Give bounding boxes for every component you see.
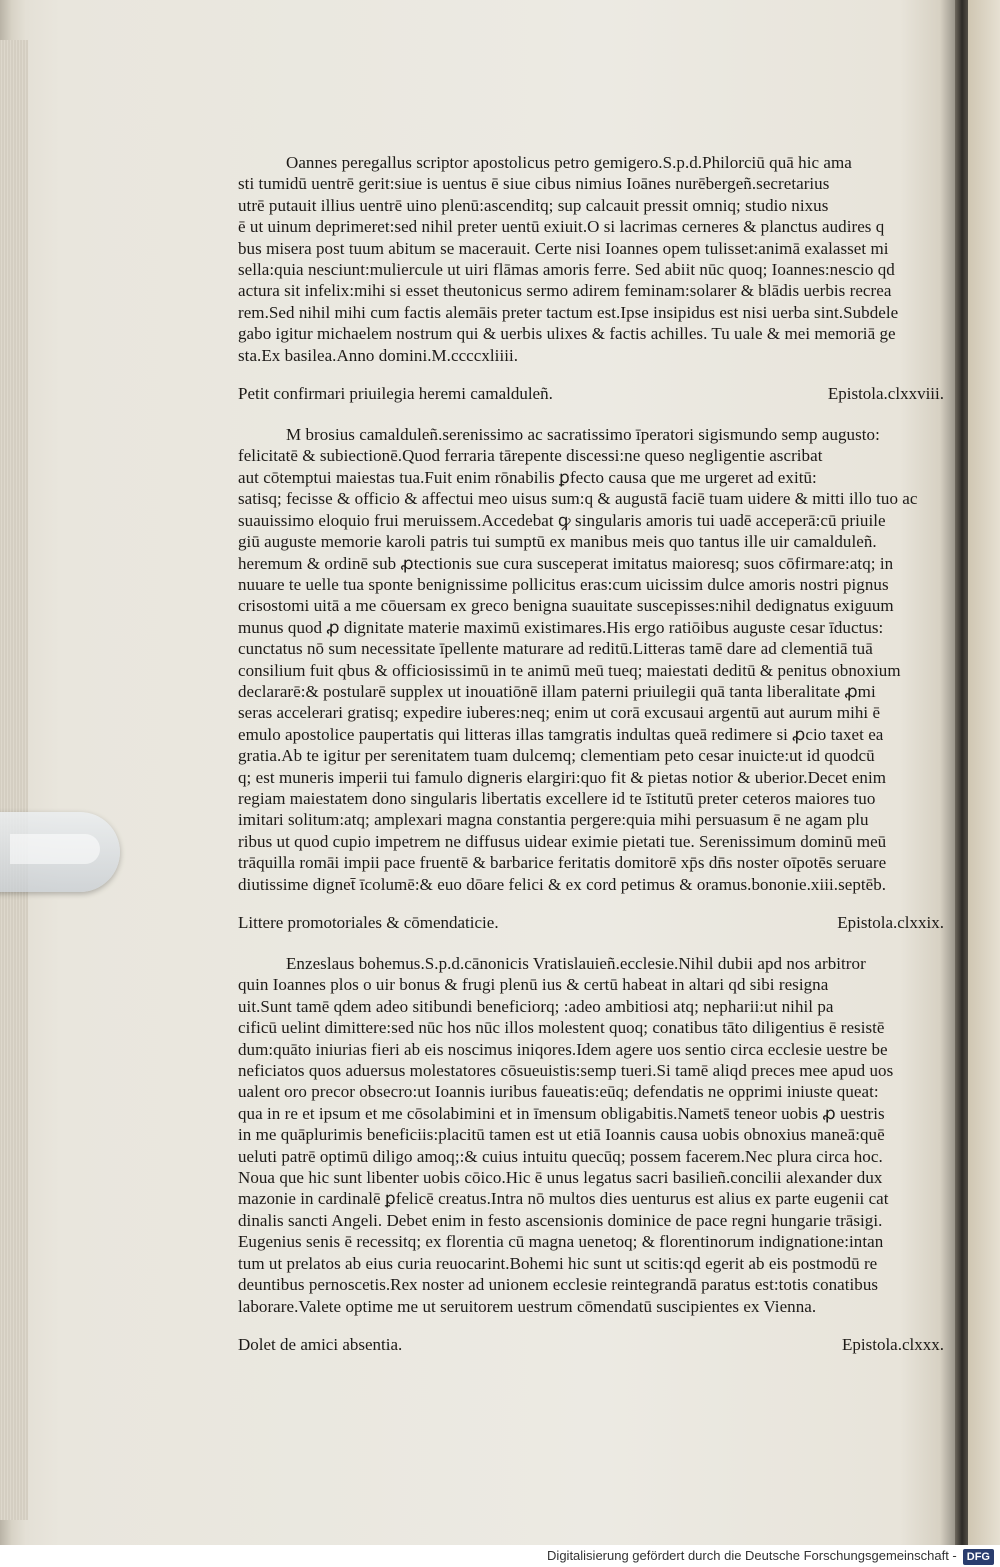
- facing-page-edge: [968, 0, 1000, 1545]
- text-line: uit.Sunt tamē qdem adeo sitibundi beneficiorq; :adeo ambitiosi atq; nepharii:ut nihil pa: [238, 996, 834, 1016]
- bookmark-clip: [0, 812, 120, 892]
- text-line: munus quod ꝓ dignitate materie maximū existimares.His ergo ratiōibus auguste cesar īductus:: [238, 617, 884, 637]
- text-line: emulo apostolice paupertatis qui litteras illas tamgratis indultas queā redimere si ꝓcio taxet ea: [238, 724, 884, 744]
- letter-4-heading: [238, 1334, 944, 1356]
- text-line: rem.Sed nihil mihi cum factis alemāis preter tactum est.Ipse insipidus est nisi uerba sint.Subdele: [238, 302, 899, 322]
- funding-credit: Digitalisierung gefördert durch die Deutsche Forschungsgemeinschaft -: [547, 1548, 957, 1563]
- text-line: gabo igitur michaelem nostrum qui & uerbis ulixes & factis achilles. Tu uale & mei memoriā ge: [238, 324, 896, 344]
- digitization-footer: [0, 1545, 1000, 1567]
- text-line: tum ut prelatos ab eius curia reuocarint.Bohemi hic sunt ut scitis:qd egerit ab eis postmodū re: [238, 1253, 878, 1273]
- text-line: utrē putauit illius uentrē uino plenū:ascenditq; sup calcauit pressit omniq; studio nixus: [238, 195, 829, 215]
- text-line: trāquilla romāi impii pace fruentē & barbarice feritatis domitorē xp̄s dn̄s noster oīpotēs seruare: [238, 853, 887, 873]
- text-line: seras accelerari gratisq; expedire iuberes:neq; enim ut corā excusaui argentū aut aurum mihi ē: [238, 703, 881, 723]
- letter-3-heading: [238, 912, 944, 934]
- text-line: M brosius camalduleñ.serenissimo ac sacratissimo īperatori sigismundo semp augusto:: [286, 425, 880, 445]
- text-line: imitari solitum:atq; amplexari magna constantia pergere:quia mihi persuasum ē ne agam plu: [238, 810, 869, 830]
- text-line: actura sit infelix:mihi si esset theutonicus sermo adirem feminam:solarer & blādis uerbis recrea: [238, 281, 892, 301]
- text-line: qua in re et ipsum et me cōsolabimini et in īmensum obligabitis.Namets̄ teneor uobis ꝓ uestris: [238, 1103, 885, 1123]
- text-line: dum:quāto iniurias fieri ab eis noscimus iniqores.Idem agere uos sentio circa ecclesie uestre be: [238, 1039, 888, 1059]
- text-line: bus misera post tuum abitum se macerauit. Certe nisi Ioannes opem tulisset:animā exalasset mi: [238, 238, 889, 258]
- text-line: ē ut uinum deprimeret:sed nihil preter uentū exiuit.O si lacrimas cerneres & planctus audires q: [238, 217, 885, 237]
- text-line: regiam maiestatem dono singularis libertatis excellere id te īstitutū preter ceteros maiores tuo: [238, 788, 876, 808]
- text-line: mazonie in cardinalē ꝑfelicē creatus.Intra nō multos dies uenturus est alius ex parte eugenii cat: [238, 1189, 889, 1209]
- letter-2: [238, 424, 938, 895]
- letter-3: [238, 953, 938, 1317]
- text-line: diutissime dignet̄ īcolumē:& euo dōare felici & ex cord petimus & oramus.bononie.xiii.septēb.: [238, 874, 887, 894]
- text-line: quin Ioannes plos o uir bonus & frugi plenū ius & certū habeat in altari qd sibi resigna: [238, 975, 829, 995]
- text-line: sti tumidū uentrē gerit:siue is uentus ē siue cibus nimius Ioānes nurēbergeñ.secretarius: [238, 174, 830, 194]
- text-line: heremum & ordinē sub ꝓtectionis sue cura susceperat imitatus maioresq; suos cōfirmare:atq; in: [238, 553, 894, 573]
- text-line: neficiatos quos aduersus molestatores cōsueuistis:semp tueri.Si tamē aliqd preces mee apud uos: [238, 1061, 894, 1081]
- dfg-logo: DFG: [963, 1549, 994, 1565]
- page-text: [238, 152, 944, 1356]
- epistola-number: Epistola.clxxx.: [842, 1334, 944, 1354]
- book-gutter: [955, 0, 969, 1545]
- text-line: Eugenius senis ē recessitq; ex florentia cū magna uenetoq; & florentinorum indignatione:intan: [238, 1232, 884, 1252]
- text-line: in me quāplurimis beneficiis:placitū tamen est ut etiā Ioannis causa uobis obnoxius maneā:quē: [238, 1125, 885, 1145]
- text-line: declararē:& postularē supplex ut inouatiōnē illam paterni priuilegii quā tanta liberalitate ꝓmi: [238, 681, 876, 701]
- text-line: cificū uelint dimittere:sed nūc hos nūc illos molestent quoq; conatibus tāto diligentius ē resistē: [238, 1018, 885, 1038]
- text-line: aut cōtemptui maiestas tua.Fuit enim rōnabilis ꝑfecto causa que me urgeret ad exitū:: [238, 467, 817, 487]
- letter-2-heading: [238, 383, 944, 405]
- text-line: suauissimo eloquio frui meruissem.Accedebat ꝙ singularis amoris tui uadē acceperā:cū priuile: [238, 510, 886, 530]
- text-line: Enzeslaus bohemus.S.p.d.cānonicis Vratislauieñ.ecclesie.Nihil dubii apd nos arbitror: [286, 954, 866, 973]
- text-line: sella:quia nesciunt:muliercule ut uiri flāmas amoris ferre. Sed abiit nūc quoq; Ioannes:nescio qd: [238, 260, 895, 280]
- text-line: ueluti patrē optimū diligo amoq;:& cuius intuitu quecūq; possem facerem.Nec plura circa hoc.: [238, 1146, 883, 1166]
- epistola-number: Epistola.clxxix.: [837, 913, 944, 932]
- text-line: ualent oro precor obsecro:ut Ioannis iuribus faueatis:eūq; defendatis ne opprimi iniuste queat:: [238, 1082, 879, 1102]
- text-line: deuntibus pernoscetis.Rex noster ad unionem ecclesie reintegrandā paratus est:totis conatibus: [238, 1275, 879, 1295]
- text-line: giū auguste memorie karoli patris tui sumptū ex manibus meis quo tantus ille uir camalduleñ.: [238, 532, 877, 552]
- page-edges: [0, 40, 28, 1520]
- text-line: crisostomi uitā a me cōuersam ex greco benigna suauitate suscepisses:nihil dedignatus exiguum: [238, 596, 894, 616]
- text-line: gratia.Ab te igitur per serenitatem tuam dulcemq; clementiam peto cesar inuicte:ut id quodcū: [238, 746, 875, 766]
- letter-1: [238, 152, 938, 366]
- text-line: consilium fuit qbus & officiosissimū in te animū meū tueq; maiestati deditū & penitus obnoxium: [238, 660, 901, 680]
- text-line: nuuare te uelle tua sponte benignissime pollicitus eras:cum uicissim dulce amoris nostri pignus: [238, 574, 889, 594]
- text-line: sta.Ex basilea.Anno domini.M.ccccxliiii.: [238, 345, 519, 365]
- epistola-number: Epistola.clxxviii.: [827, 384, 944, 404]
- heading-title: Dolet de amici absentia.: [238, 1334, 403, 1354]
- heading-title: Petit confirmari priuilegia heremi camalduleñ.: [238, 384, 553, 404]
- text-line: cunctatus nō sum necessitate īpellente maturare ad reditū.Litteras tamē dare ad clementiā tuā: [238, 639, 873, 659]
- heading-title: Littere promotoriales & cōmendaticie.: [238, 913, 499, 932]
- text-line: Noua que hic sunt libenter uobis cōico.Hic ē unus legatus sacri basilieñ.concilii alexander dux: [238, 1168, 883, 1188]
- text-line: satisq; fecisse & officio & affectui meo uisus sum:q & augustā faciē tuam uidere & mitti illo tuo ac: [238, 489, 918, 509]
- text-line: felicitatē & subiectionē.Quod ferraria tārepente discessi:ne queso negligentie ascribat: [238, 446, 823, 466]
- text-line: q; est muneris imperii tui famulo digneris elargiri:quo fit & pietas notior & uberior.Decet enim: [238, 767, 886, 787]
- text-line: Oannes peregallus scriptor apostolicus petro gemigero.S.p.d.Philorciū quā hic ama: [286, 153, 852, 172]
- text-line: ribus ut quod cupio impetrem ne diffusus uidear eximie pietati tue. Serenissimum dominū meū: [238, 831, 887, 851]
- text-line: dinalis sancti Angeli. Debet enim in festo ascensionis dominice de pace regni hungarie trāsigi.: [238, 1210, 883, 1230]
- text-line: laborare.Valete optime me ut seruitorem uestrum cōmendatū suscipientes ex Vienna.: [238, 1296, 817, 1316]
